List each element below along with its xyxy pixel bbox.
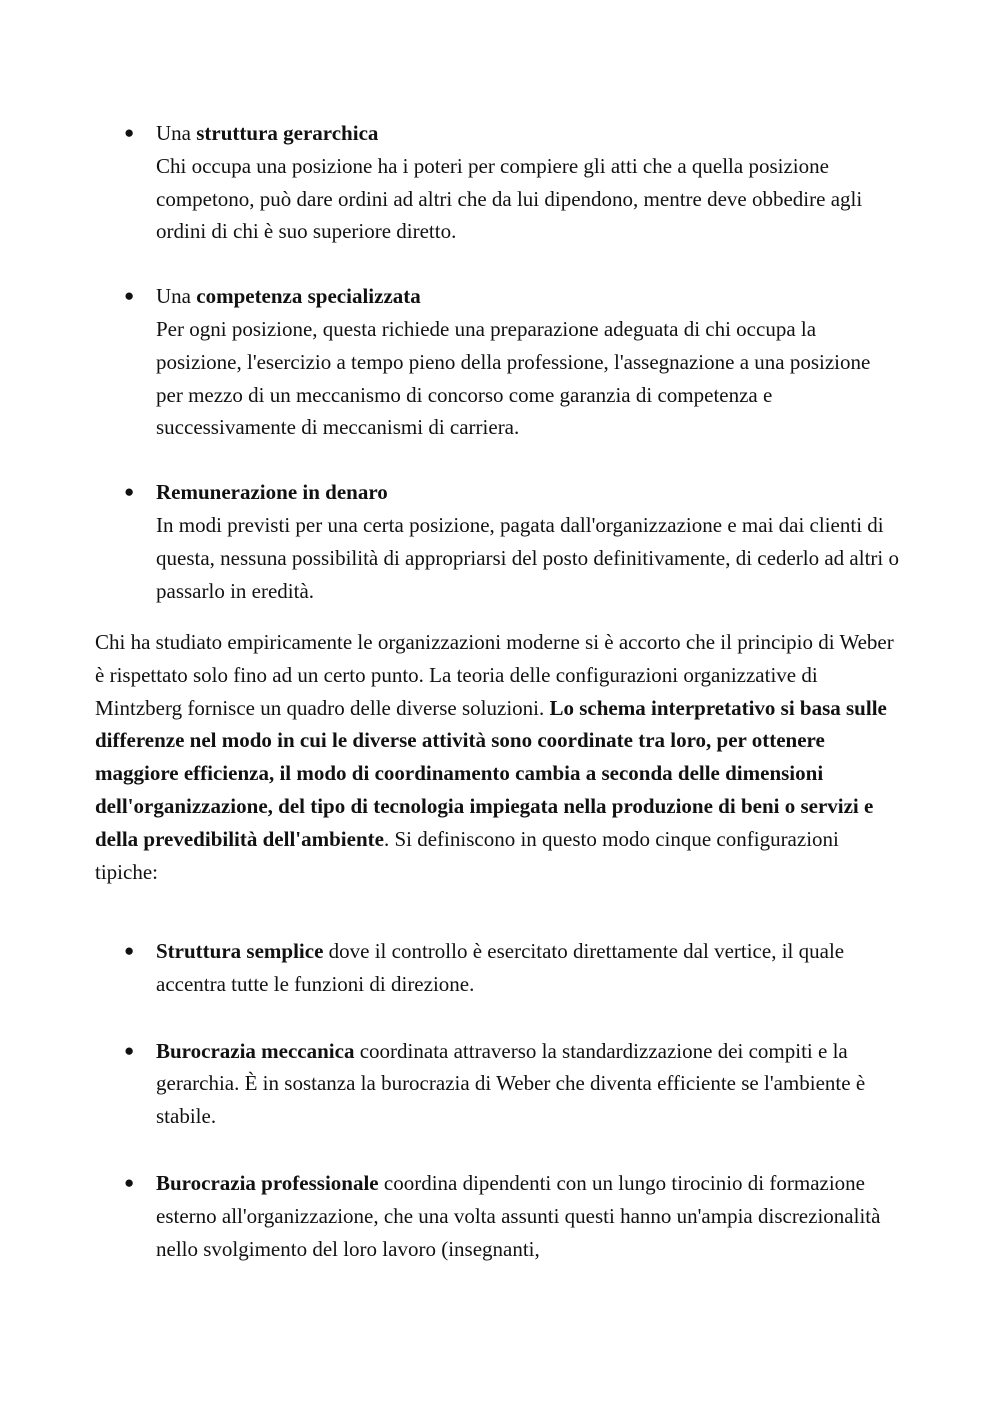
bullet-icon: ● [124,941,135,960]
item-title: Burocrazia meccanica [156,1038,355,1063]
weber-characteristics-list [0,117,1000,607]
list-item [0,1167,1000,1265]
item-title: Burocrazia professionale [156,1170,379,1195]
item-description: Per ogni posizione, questa richiede una preparazione adeguata di chi occupa la posizione, l'esercizio a tempo pieno della professione, l'assegnazione a una posizione per mezzo di un meccanismo di concorso come garanzia di competenza e successivamente di meccanismi di carriera. [156,316,871,440]
list-item [0,1035,1000,1133]
item-description: coordinata attraverso la standardizzazione dei compiti e la gerarchia. È in sostanza la burocrazia di Weber che diventa efficiente se l'ambiente è stabile. [156,1038,866,1129]
paragraph-text-end: . Si definiscono in questo modo cinque configurazioni tipiche: [95,826,839,884]
item-title: competenza specializzata [196,284,421,309]
item-title: Remunerazione in denaro [156,480,388,505]
bullet-icon: ● [124,482,135,502]
item-description: dove il controllo è esercitato direttamente dal vertice, il quale accentra tutte le funzioni di direzione. [156,939,845,996]
item-title: struttura gerarchica [196,121,379,145]
item-prefix: Una [156,284,197,309]
list-item [0,117,1000,248]
item-prefix: Una [156,121,197,145]
item-description: Chi occupa una posizione ha i poteri per compiere gli atti che a quella posizione competono, può dare ordini ad altri che da lui dipendono, mentre deve obbedire agli ordini di chi è suo superiore diretto. [156,153,863,244]
mintzberg-configurations-list [0,935,1000,1265]
body-paragraph [95,626,905,888]
bullet-icon: ● [124,1172,135,1192]
paragraph-bold-text: Lo schema interpretativo si basa sulle differenze nel modo in cui le diverse attività sono coordinate tra loro, per ottenere maggiore efficienza, il modo di coordinamento cambia a seconda delle dimensioni dell'organizzazione, del tipo di tecnologia impiegata nella produzione di beni o servizi e della prevedibilità dell'ambiente [95,695,887,851]
bullet-icon: ● [124,286,135,306]
item-description: coordina dipendenti con un lungo tirocinio di formazione esterno all'organizzazione, che una volta assunti questi hanno un'ampia discrezionalità nello svolgimento del loro lavoro (insegnanti, [156,1170,881,1261]
item-title: Struttura semplice [156,939,324,963]
list-item [0,280,1000,444]
paragraph-text: Chi ha studiato empiricamente le organizzazioni moderne si è accorto che il principio di Weber è rispettato solo fino ad un certo punto. La teoria delle configurazioni organizzative di Mintzberg fornisce un quadro delle diverse soluzioni. [95,630,894,720]
item-description: In modi previsti per una certa posizione, pagata dall'organizzazione e mai dai clienti di questa, nessuna possibilità di appropriarsi del posto definitivamente, di cederlo ad altri o passarlo in eredità. [156,512,899,603]
bullet-icon: ● [124,1040,135,1060]
list-item [0,935,1000,1001]
list-item [0,476,1000,607]
bullet-icon: ● [124,123,135,142]
